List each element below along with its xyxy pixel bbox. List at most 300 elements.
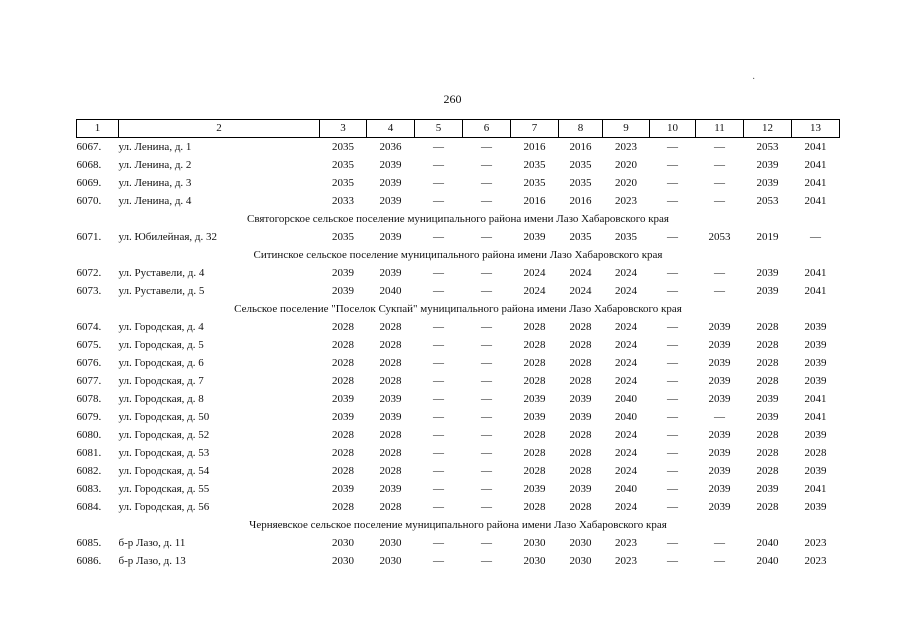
year-cell: — — [667, 177, 678, 189]
year-cell: — — [481, 357, 492, 369]
row-number: 6068. — [76, 159, 102, 171]
column-number-header — [77, 120, 840, 138]
year-cell: — — [667, 159, 678, 171]
address-cell: ул. Городская, д. 7 — [118, 375, 204, 387]
table-row — [77, 552, 840, 570]
table-row — [77, 156, 840, 174]
address-cell: ул. Городская, д. 52 — [118, 429, 210, 441]
year-cell: — — [481, 465, 492, 477]
year-cell: — — [667, 483, 678, 495]
year-cell: — — [667, 375, 678, 387]
year-cell: — — [667, 393, 678, 405]
year-cell: 2028 — [523, 465, 546, 477]
table-row — [77, 390, 840, 408]
year-cell: 2039 — [379, 393, 402, 405]
year-cell: 2023 — [615, 141, 637, 153]
address-cell: ул. Городская, д. 6 — [118, 357, 204, 369]
row-number: 6084. — [76, 501, 102, 513]
row-number: 6081. — [76, 447, 102, 459]
year-cell: 2024 — [615, 285, 637, 297]
year-cell: — — [667, 285, 678, 297]
year-cell: 2035 — [332, 231, 354, 243]
year-cell: — — [667, 537, 678, 549]
table-row — [77, 264, 840, 282]
year-cell: 2053 — [756, 195, 779, 207]
year-cell: 2039 — [708, 339, 731, 351]
year-cell: 2035 — [569, 177, 592, 189]
year-cell: 2028 — [332, 501, 354, 513]
year-cell: 2039 — [379, 411, 402, 423]
year-cell: 2028 — [379, 321, 402, 333]
address-cell: ул. Городская, д. 53 — [118, 447, 210, 459]
year-cell: 2039 — [332, 411, 354, 423]
year-cell: 2039 — [708, 447, 731, 459]
column-header-12: 12 — [744, 120, 792, 138]
year-cell: 2028 — [332, 321, 354, 333]
year-cell: 2033 — [332, 195, 354, 207]
section-heading-row — [77, 300, 840, 318]
year-cell: 2039 — [804, 339, 827, 351]
year-cell: 2020 — [615, 159, 637, 171]
year-cell: 2020 — [615, 177, 637, 189]
row-number: 6069. — [76, 177, 102, 189]
year-cell: — — [714, 159, 725, 171]
row-number: 6078. — [76, 393, 102, 405]
year-cell: 2040 — [756, 537, 779, 549]
row-number: 6075. — [76, 339, 102, 351]
address-cell: ул. Ленина, д. 3 — [118, 177, 192, 189]
row-number: 6067. — [76, 141, 102, 153]
year-cell: 2023 — [615, 195, 637, 207]
year-cell: — — [667, 141, 678, 153]
year-cell: 2035 — [523, 159, 546, 171]
year-cell: — — [481, 231, 492, 243]
year-cell: 2039 — [708, 483, 731, 495]
year-cell: 2039 — [804, 501, 827, 513]
year-cell: 2039 — [332, 483, 354, 495]
year-cell: 2028 — [523, 375, 546, 387]
year-cell: — — [481, 195, 492, 207]
table-row — [77, 354, 840, 372]
year-cell: 2023 — [804, 555, 827, 567]
table-row — [77, 336, 840, 354]
year-cell: 2041 — [804, 483, 827, 495]
row-number: 6086. — [76, 555, 102, 567]
year-cell: 2028 — [804, 447, 827, 459]
year-cell: 2028 — [756, 501, 779, 513]
table-row — [77, 372, 840, 390]
table-row — [77, 228, 840, 246]
year-cell: 2030 — [523, 555, 546, 567]
year-cell: — — [433, 501, 444, 513]
year-cell: 2028 — [332, 447, 354, 459]
year-cell: 2040 — [615, 483, 637, 495]
year-cell: 2053 — [708, 231, 731, 243]
address-cell: ул. Юбилейная, д. 32 — [118, 231, 217, 243]
year-cell: 2039 — [379, 159, 402, 171]
section-heading: Черняевское сельское поселение муниципального района имени Лазо Хабаровского края — [249, 519, 667, 531]
year-cell: — — [714, 177, 725, 189]
year-cell: 2028 — [523, 321, 546, 333]
year-cell: — — [433, 357, 444, 369]
table-row — [77, 426, 840, 444]
year-cell: 2030 — [332, 537, 354, 549]
year-cell: — — [481, 159, 492, 171]
year-cell: 2024 — [615, 339, 637, 351]
year-cell: 2039 — [756, 177, 779, 189]
year-cell: 2023 — [615, 537, 637, 549]
year-cell: 2039 — [523, 393, 546, 405]
year-cell: 2028 — [379, 501, 402, 513]
year-cell: 2036 — [379, 141, 402, 153]
year-cell: 2024 — [615, 501, 637, 513]
schedule-table — [76, 119, 840, 570]
address-cell: ул. Ленина, д. 1 — [118, 141, 192, 153]
year-cell: 2024 — [615, 375, 637, 387]
year-cell: — — [433, 195, 444, 207]
year-cell: 2024 — [615, 429, 637, 441]
year-cell: 2028 — [523, 501, 546, 513]
year-cell: — — [667, 411, 678, 423]
year-cell: — — [433, 447, 444, 459]
year-cell: 2028 — [379, 429, 402, 441]
year-cell: 2039 — [708, 375, 731, 387]
year-cell: 2035 — [569, 159, 592, 171]
year-cell: 2019 — [756, 231, 779, 243]
year-cell: 2028 — [379, 447, 402, 459]
year-cell: 2028 — [332, 465, 354, 477]
year-cell: — — [714, 537, 725, 549]
column-header-2: 2 — [119, 120, 320, 138]
table-row — [77, 318, 840, 336]
year-cell: 2039 — [708, 357, 731, 369]
address-cell: ул. Городская, д. 50 — [118, 411, 210, 423]
column-header-8: 8 — [559, 120, 603, 138]
year-cell: — — [667, 195, 678, 207]
table-row — [77, 138, 840, 157]
year-cell: 2039 — [332, 267, 354, 279]
year-cell: 2040 — [756, 555, 779, 567]
year-cell: 2028 — [332, 339, 354, 351]
year-cell: 2028 — [523, 429, 546, 441]
year-cell: — — [481, 321, 492, 333]
year-cell: 2041 — [804, 285, 827, 297]
year-cell: 2028 — [332, 429, 354, 441]
section-heading-row — [77, 210, 840, 228]
year-cell: 2039 — [708, 465, 731, 477]
row-number: 6074. — [76, 321, 102, 333]
year-cell: — — [433, 483, 444, 495]
year-cell: — — [481, 141, 492, 153]
year-cell: — — [433, 159, 444, 171]
year-cell: 2028 — [379, 357, 402, 369]
year-cell: 2030 — [569, 537, 592, 549]
year-cell: 2028 — [523, 357, 546, 369]
address-cell: ул. Ленина, д. 4 — [118, 195, 192, 207]
year-cell: 2035 — [332, 159, 354, 171]
row-number: 6079. — [76, 411, 102, 423]
column-header-4: 4 — [367, 120, 415, 138]
column-header-13: 13 — [792, 120, 840, 138]
section-heading: Сельское поселение "Поселок Сукпай" муниципального района имени Лазо Хабаровского края — [234, 303, 682, 315]
year-cell: 2024 — [615, 321, 637, 333]
year-cell: — — [481, 555, 492, 567]
address-cell: ул. Городская, д. 54 — [118, 465, 210, 477]
year-cell: 2024 — [615, 447, 637, 459]
address-cell: ул. Ленина, д. 2 — [118, 159, 192, 171]
row-number: 6073. — [76, 285, 102, 297]
year-cell: 2039 — [804, 429, 827, 441]
column-header-5: 5 — [415, 120, 463, 138]
year-cell: — — [433, 429, 444, 441]
year-cell: 2041 — [804, 177, 827, 189]
year-cell: 2039 — [804, 465, 827, 477]
column-header-11: 11 — [696, 120, 744, 138]
row-number: 6072. — [76, 267, 102, 279]
year-cell: 2024 — [569, 267, 592, 279]
year-cell: 2030 — [379, 537, 402, 549]
row-number: 6082. — [76, 465, 102, 477]
row-number: 6076. — [76, 357, 102, 369]
year-cell: 2039 — [379, 195, 402, 207]
year-cell: 2028 — [756, 375, 779, 387]
year-cell: 2028 — [569, 321, 592, 333]
year-cell: — — [433, 555, 444, 567]
row-number: 6070. — [76, 195, 102, 207]
table-row — [77, 408, 840, 426]
year-cell: 2040 — [615, 411, 637, 423]
year-cell: 2039 — [756, 411, 779, 423]
year-cell: — — [481, 285, 492, 297]
year-cell: 2041 — [804, 411, 827, 423]
year-cell: — — [714, 411, 725, 423]
address-cell: ул. Городская, д. 8 — [118, 393, 204, 405]
section-heading: Святогорское сельское поселение муниципального района имени Лазо Хабаровского края — [246, 213, 669, 225]
year-cell: — — [667, 447, 678, 459]
year-cell: 2039 — [523, 231, 546, 243]
address-cell: б-р Лазо, д. 11 — [118, 537, 186, 549]
year-cell: 2028 — [332, 357, 354, 369]
column-header-10: 10 — [650, 120, 696, 138]
year-cell: — — [481, 339, 492, 351]
year-cell: — — [433, 339, 444, 351]
year-cell: 2028 — [569, 375, 592, 387]
year-cell: 2039 — [708, 321, 731, 333]
year-cell: — — [481, 177, 492, 189]
year-cell: — — [667, 465, 678, 477]
year-cell: 2028 — [523, 447, 546, 459]
year-cell: 2030 — [332, 555, 354, 567]
year-cell: 2039 — [756, 483, 779, 495]
year-cell: — — [481, 411, 492, 423]
address-cell: ул. Городская, д. 55 — [118, 483, 210, 495]
column-header-3: 3 — [320, 120, 367, 138]
table-row — [77, 462, 840, 480]
row-number: 6071. — [76, 231, 102, 243]
year-cell: 2035 — [523, 177, 546, 189]
year-cell: 2028 — [569, 465, 592, 477]
year-cell: 2041 — [804, 393, 827, 405]
table-row — [77, 192, 840, 210]
year-cell: 2039 — [379, 177, 402, 189]
year-cell: 2030 — [523, 537, 546, 549]
year-cell: 2028 — [569, 339, 592, 351]
year-cell: — — [667, 231, 678, 243]
address-cell: б-р Лазо, д. 13 — [118, 555, 186, 567]
year-cell: 2041 — [804, 159, 827, 171]
year-cell: — — [481, 429, 492, 441]
year-cell: 2035 — [615, 231, 637, 243]
year-cell: — — [481, 501, 492, 513]
year-cell: — — [433, 231, 444, 243]
year-cell: 2035 — [569, 231, 592, 243]
column-header-6: 6 — [463, 120, 511, 138]
year-cell: 2028 — [756, 447, 779, 459]
address-cell: ул. Руставели, д. 4 — [118, 267, 205, 279]
year-cell: 2039 — [756, 159, 779, 171]
year-cell: 2024 — [523, 267, 546, 279]
year-cell: 2035 — [332, 141, 354, 153]
year-cell: 2040 — [615, 393, 637, 405]
year-cell: 2041 — [804, 195, 827, 207]
year-cell: — — [433, 321, 444, 333]
stray-mark: · — [752, 74, 756, 85]
table-row — [77, 480, 840, 498]
year-cell: 2039 — [756, 393, 779, 405]
year-cell: 2028 — [523, 339, 546, 351]
year-cell: 2053 — [756, 141, 779, 153]
year-cell: 2028 — [756, 339, 779, 351]
year-cell: — — [667, 339, 678, 351]
address-cell: ул. Городская, д. 4 — [118, 321, 204, 333]
year-cell: 2039 — [708, 393, 731, 405]
year-cell: — — [433, 465, 444, 477]
year-cell: — — [714, 195, 725, 207]
year-cell: 2028 — [756, 357, 779, 369]
year-cell: — — [667, 429, 678, 441]
column-header-1: 1 — [77, 120, 119, 138]
address-cell: ул. Городская, д. 56 — [118, 501, 210, 513]
year-cell: 2028 — [569, 501, 592, 513]
year-cell: 2039 — [756, 267, 779, 279]
year-cell: 2016 — [569, 195, 592, 207]
year-cell: 2028 — [379, 375, 402, 387]
address-cell: ул. Городская, д. 5 — [118, 339, 204, 351]
column-header-9: 9 — [603, 120, 650, 138]
year-cell: 2039 — [523, 411, 546, 423]
year-cell: 2016 — [523, 141, 546, 153]
year-cell: 2039 — [379, 483, 402, 495]
year-cell: 2035 — [332, 177, 354, 189]
year-cell: — — [433, 411, 444, 423]
year-cell: 2039 — [804, 321, 827, 333]
year-cell: 2030 — [379, 555, 402, 567]
year-cell: — — [481, 537, 492, 549]
year-cell: 2024 — [615, 465, 637, 477]
table-row — [77, 174, 840, 192]
year-cell: — — [481, 483, 492, 495]
year-cell: — — [433, 393, 444, 405]
year-cell: 2023 — [804, 537, 827, 549]
year-cell: — — [667, 501, 678, 513]
year-cell: 2039 — [379, 231, 402, 243]
year-cell: 2030 — [569, 555, 592, 567]
table-row — [77, 534, 840, 552]
year-cell: 2039 — [332, 393, 354, 405]
column-header-7: 7 — [511, 120, 559, 138]
year-cell: 2024 — [615, 267, 637, 279]
year-cell: — — [714, 285, 725, 297]
year-cell: — — [714, 555, 725, 567]
year-cell: — — [810, 231, 821, 243]
year-cell: 2028 — [569, 357, 592, 369]
year-cell: — — [433, 537, 444, 549]
year-cell: — — [667, 267, 678, 279]
year-cell: — — [433, 285, 444, 297]
year-cell: — — [433, 375, 444, 387]
year-cell: 2024 — [523, 285, 546, 297]
row-number: 6085. — [76, 537, 102, 549]
year-cell: — — [714, 141, 725, 153]
year-cell: 2023 — [615, 555, 637, 567]
year-cell: 2039 — [804, 357, 827, 369]
table-row — [77, 498, 840, 516]
year-cell: 2028 — [379, 339, 402, 351]
year-cell: — — [433, 177, 444, 189]
year-cell: — — [667, 321, 678, 333]
year-cell: 2028 — [569, 447, 592, 459]
year-cell: 2028 — [332, 375, 354, 387]
year-cell: — — [433, 267, 444, 279]
year-cell: 2039 — [523, 483, 546, 495]
year-cell: 2016 — [523, 195, 546, 207]
year-cell: 2039 — [804, 375, 827, 387]
table-row — [77, 444, 840, 462]
year-cell: — — [481, 447, 492, 459]
year-cell: 2028 — [756, 429, 779, 441]
year-cell: 2039 — [708, 429, 731, 441]
section-heading: Ситинское сельское поселение муниципального района имени Лазо Хабаровского края — [253, 249, 663, 261]
year-cell: — — [481, 267, 492, 279]
year-cell: — — [433, 141, 444, 153]
page-number: 260 — [443, 92, 462, 106]
section-heading-row — [77, 516, 840, 534]
section-heading-row — [77, 246, 840, 264]
year-cell: 2024 — [569, 285, 592, 297]
year-cell: 2028 — [756, 321, 779, 333]
year-cell: 2039 — [379, 267, 402, 279]
year-cell: 2039 — [569, 483, 592, 495]
row-number: 6080. — [76, 429, 102, 441]
year-cell: 2039 — [332, 285, 354, 297]
address-cell: ул. Руставели, д. 5 — [118, 285, 205, 297]
year-cell: — — [667, 357, 678, 369]
year-cell: 2024 — [615, 357, 637, 369]
year-cell: 2039 — [756, 285, 779, 297]
year-cell: — — [667, 555, 678, 567]
row-number: 6077. — [76, 375, 102, 387]
year-cell: 2016 — [569, 141, 592, 153]
year-cell: — — [481, 393, 492, 405]
year-cell: 2039 — [569, 411, 592, 423]
year-cell: 2039 — [569, 393, 592, 405]
year-cell: 2041 — [804, 267, 827, 279]
year-cell: 2028 — [379, 465, 402, 477]
table-row — [77, 282, 840, 300]
year-cell: 2028 — [756, 465, 779, 477]
year-cell: — — [714, 267, 725, 279]
year-cell: 2028 — [569, 429, 592, 441]
